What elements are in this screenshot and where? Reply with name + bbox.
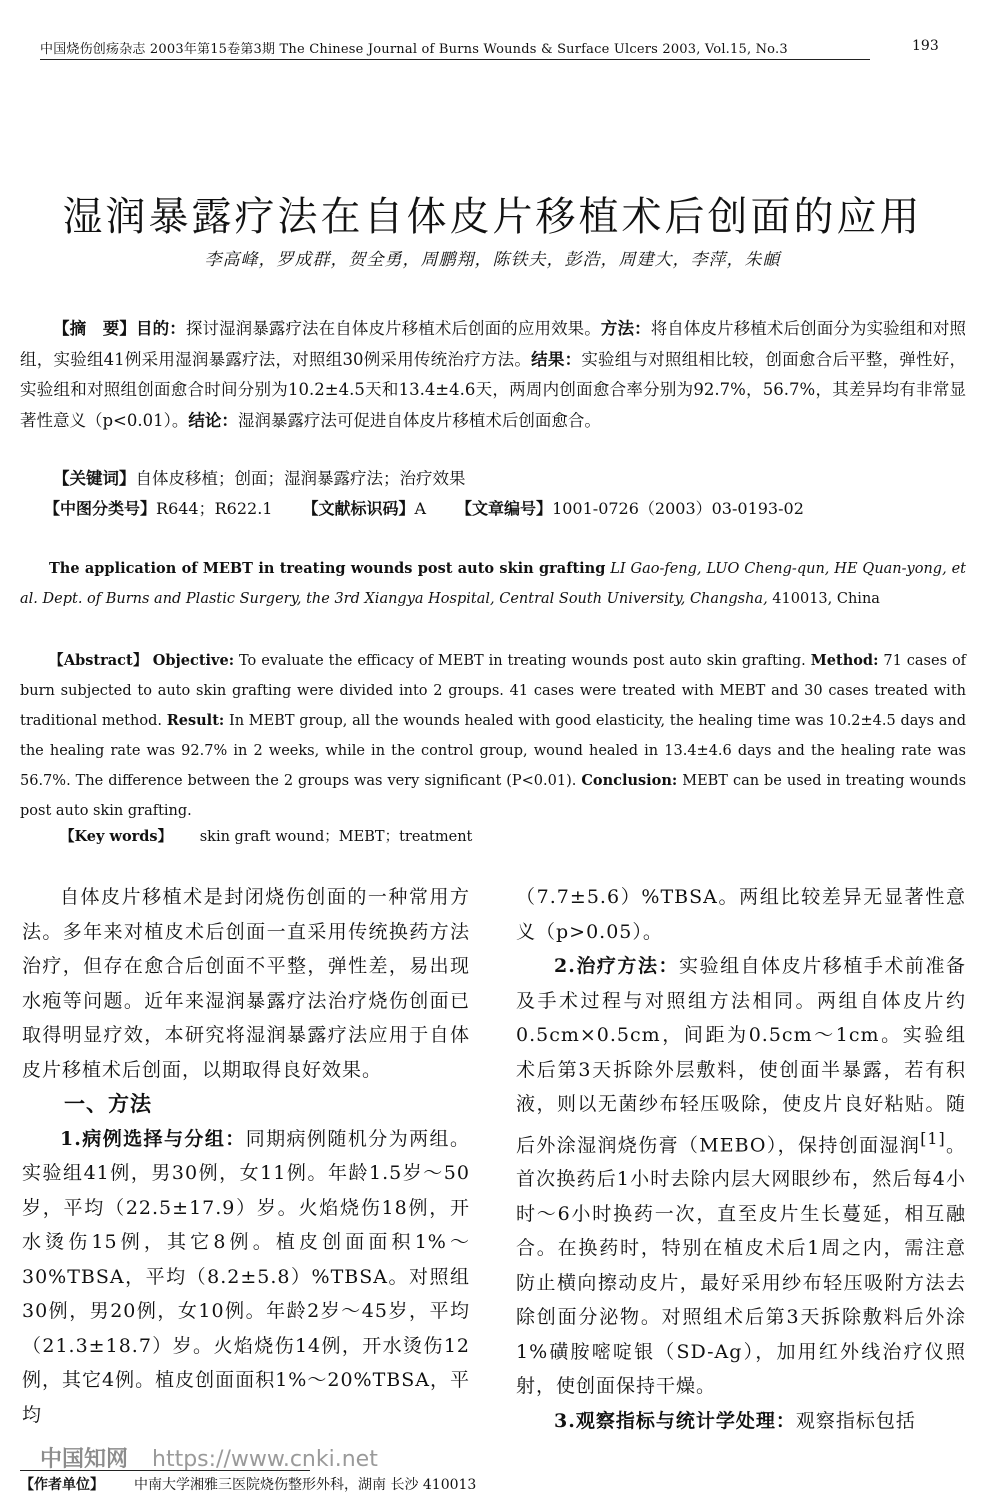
cnki-watermark [40, 1442, 378, 1473]
affiliation-label: 【作者单位】 [20, 1477, 104, 1493]
en-conclusion-label: Conclusion: [581, 772, 678, 789]
observation-text: 观察指标包括 [795, 1409, 916, 1432]
case-selection-paragraph [22, 1122, 470, 1433]
keywords-cn [20, 464, 966, 494]
intro-paragraph: 自体皮片移植术是封闭烧伤创面的一种常用方法。多年来对植皮术后创面一直采用传统换药方法治疗，但存在愈合后创面不平整，弹性差，易出现水疱等问题。近年来湿润暴露疗法治疗烧伤创面已取得明显疗效，本研究将湿润暴露疗法应用于自体皮片移植术后创面，以期取得良好效果。 [22, 886, 470, 1081]
method-text: 将自体皮片移植术后创面分为实验组和对照组，实验组41例采用湿润暴露疗法，对照组30例采用传统治疗方法。 [20, 319, 967, 369]
english-abstract [20, 646, 966, 826]
en-conclusion-text: MEBT can be used in treating wounds post auto skin grafting. [20, 773, 967, 819]
article-no-value: 1001-0726（2003）03-0193-02 [552, 499, 804, 518]
doc-code-value: A [414, 499, 427, 518]
footer-divider [20, 1470, 310, 1471]
classification-row [44, 494, 966, 524]
result-text: 实验组与对照组相比较，创面愈合后平整，弹性好，实验组和对照组创面愈合时间分别为10.2±4.5天和13.4±4.6天，两周内创面愈合率分别为92.7%，56.7%，其差异均有非常显著性意义（p<0.01）。 [20, 349, 967, 430]
author-affiliation [20, 1474, 476, 1494]
result-label: 结果： [531, 349, 582, 369]
keywords-text: 自体皮移植；创面；湿润暴露疗法；治疗效果 [135, 469, 466, 488]
treatment-text-2: 。首次换药后1小时去除内层大网眼纱布，然后每4小时～6小时换药一次，直至皮片生长蔓延，相互融合。在换药时，特别在植皮术后1周之内，需注意防止横向擦动皮片，最好采用纱布轻压吸附方法去除创面分泌物。对照组术后第3天拆除敷料后外涂1%磺胺嘧啶银（SD-Ag），加用红外线治疗仪照射，使创面保持干燥。 [516, 1133, 966, 1398]
english-title-block [20, 554, 966, 614]
page-number: 193 [912, 38, 939, 54]
abstract-label: 【摘 要】 [53, 319, 137, 338]
chinese-abstract [20, 314, 966, 436]
watermark-cn: 中国知网 [40, 1447, 129, 1472]
body-column-left [22, 880, 470, 1432]
observation-label: 3.观察指标与统计学处理： [554, 1409, 796, 1432]
keywords-label: 【关键词】 [53, 469, 136, 488]
english-authors: LI Gao-feng, LUO Cheng-qun, HE Quan-yong, et al. Dept. of Burns and Plastic Surgery, the 3rd Xiangya Hospital, Central South University, Changsha, [20, 561, 966, 607]
en-result-text: In MEBT group, all the wounds healed with good elasticity, the healing time was 10.2±4.5 days and the healing rate was 92.7% in 2 weeks, while in the control group, wound healed in 13.4±4.6 days and the healing rate was 56.7%. The difference between the 2 groups was very significant (P<0.01). [20, 713, 966, 789]
en-objective-label: Objective: [152, 652, 235, 669]
en-keywords-text: skin graft wound；MEBT；treatment [199, 829, 473, 845]
citation-ref: [1] [920, 1128, 946, 1148]
method-label: 方法： [600, 319, 651, 338]
case-selection-text: 同期病例随机分为两组。实验组41例，男30例，女11例。年龄1.5岁～50岁，平均（22.5±17.9）岁。火焰烧伤18例，开水烫伤15例，其它8例。植皮创面面积1%～30%TBSA，平均（8.2±5.8）%TBSA。对照组30例，男20例，女10例。年龄2岁～45岁，平均（21.3±18.7）岁。火焰烧伤14例，开水烫伤12例，其它4例。植皮创面面积1%～20%TBSA，平均 [22, 1127, 470, 1426]
observation-paragraph [516, 1404, 966, 1439]
en-result-label: Result: [166, 712, 225, 729]
watermark-url[interactable]: https://www.cnki.net [152, 1447, 378, 1472]
en-objective-text: To evaluate the efficacy of MEBT in treating wounds post auto skin grafting. [239, 653, 806, 669]
en-abstract-label: 【Abstract】 [49, 652, 148, 669]
english-keywords [60, 823, 472, 851]
en-method-text: 71 cases of burn subjected to auto skin grafting were divided into 2 groups. 41 cases were treated with MEBT and 30 cases treated with traditional method. [20, 653, 967, 729]
running-header: 中国烧伤创疡杂志 2003年第15卷第3期 The Chinese Journal of Burns Wounds & Surface Ulcers 2003, Vol.15, No.3 [40, 38, 870, 60]
case-selection-label: 1.病例选择与分组： [60, 1127, 246, 1150]
en-keywords-label: 【Key words】 [60, 828, 173, 845]
english-title: The application of MEBT in treating wounds post auto skin grafting [49, 560, 606, 577]
objective-label: 目的： [136, 319, 186, 338]
doc-code-label: 【文献标识码】 [302, 499, 415, 518]
paper-title: 湿润暴露疗法在自体皮片移植术后创面的应用 [62, 193, 923, 240]
objective-text: 探讨湿润暴露疗法在自体皮片移植术后创面的应用效果。 [185, 319, 601, 338]
continued-text: （7.7±5.6）%TBSA。两组比较差异无显著性意义（p>0.05）。 [516, 886, 966, 943]
clc-value: R644；R622.1 [156, 499, 273, 518]
treatment-paragraph [516, 949, 966, 1404]
treatment-label: 2.治疗方法： [554, 955, 680, 977]
conclusion-text: 湿润暴露疗法可促进自体皮片移植术后创面愈合。 [237, 410, 601, 430]
english-postcode: 410013, China [772, 591, 880, 607]
clc-label: 【中图分类号】 [44, 499, 157, 518]
en-method-label: Method: [810, 652, 879, 669]
affiliation-text: 中南大学湘雅三医院烧伤整形外科，湖南 长沙 410013 [134, 1477, 477, 1493]
treatment-text: 实验组自体皮片移植手术前准备及手术过程与对照组方法相同。两组自体皮片约0.5cm×0.5cm，间距为0.5cm～1cm。实验组术后第3天拆除外层敷料，使创面半暴露，若有积液，则以无菌纱布轻压吸除，使皮片良好粘贴。随后外涂湿润烧伤膏（MEBO），保持创面湿润 [516, 955, 966, 1156]
article-no-label: 【文章编号】 [456, 499, 553, 518]
body-column-right [516, 880, 966, 1438]
conclusion-label: 结论： [188, 410, 238, 430]
author-list: 李高峰，罗成群，贺全勇，周鹏翔，陈铁夫，彭浩，周建大，李萍，朱頔 [204, 250, 781, 270]
section-heading-methods: 一、方法 [64, 1091, 152, 1116]
